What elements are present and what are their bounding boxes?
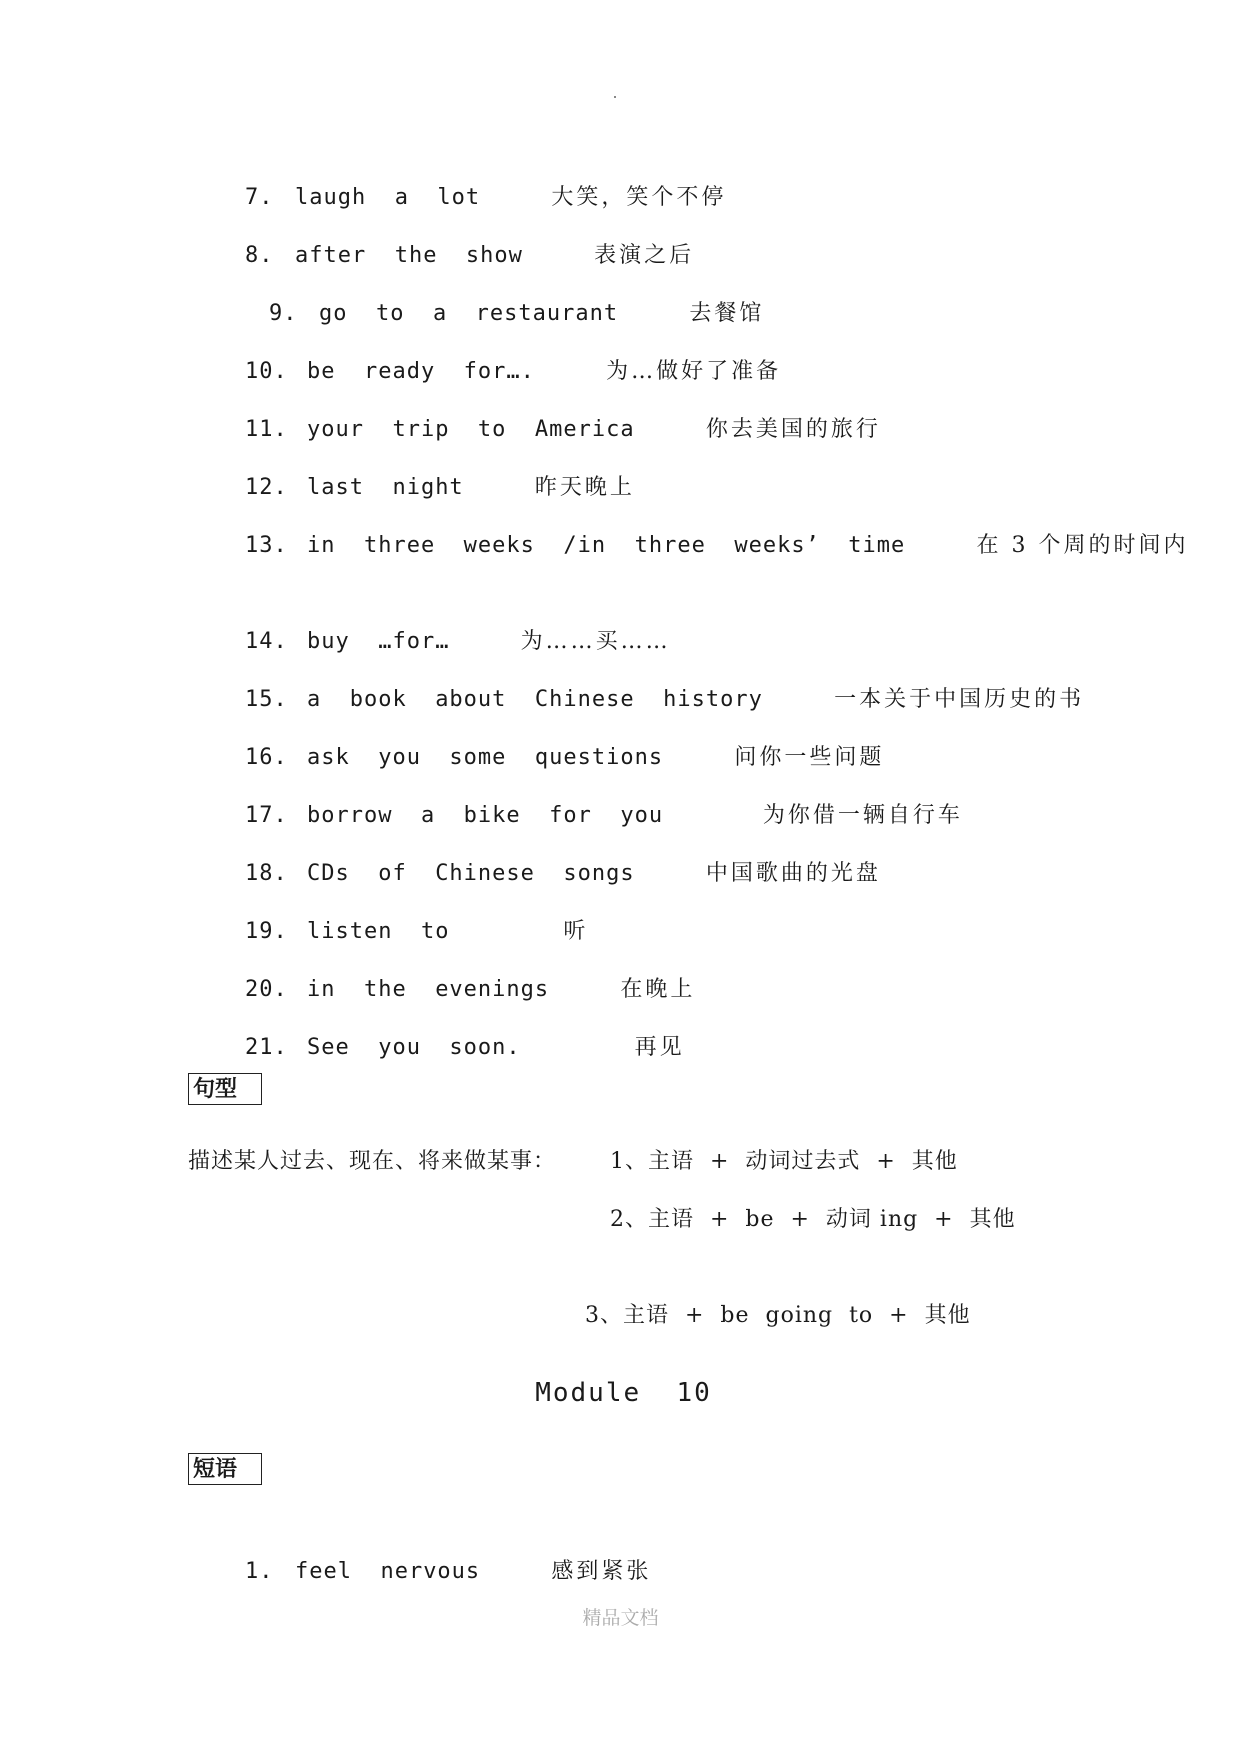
english-phrase: laugh a lot [294,185,481,210]
item-number: 12. [244,475,288,500]
item-number: 16. [244,745,288,770]
chinese-translation: 在 3 个周的时间内 [976,533,1189,558]
chinese-translation: 为你借一辆自行车 [762,803,963,828]
pattern-present: 2、主语 + be + 动词 ing + 其他 [610,1207,1016,1232]
item-number: 11. [244,417,288,442]
module-title-text: Module 10 [535,1378,712,1408]
english-phrase: CDs of Chinese songs [306,861,635,886]
item-number: 20. [244,977,288,1002]
chinese-translation: 表演之后 [594,243,695,268]
chinese-translation: 中国歌曲的光盘 [705,861,881,886]
english-phrase: a book about Chinese history [306,687,763,712]
page-marker-dot [614,96,616,98]
chinese-translation: 为……买…… [520,629,671,654]
module-title [0,1378,1241,1408]
phrase-item-21 [188,1003,685,1093]
chinese-translation: 大笑，笑个不停 [551,185,727,210]
chinese-translation: 为…做好了准备 [606,359,782,384]
item-number: 1. [244,1559,274,1584]
english-phrase: buy …for… [306,629,450,654]
english-phrase: borrow a bike for you [306,803,664,828]
item-number: 21. [244,1035,288,1060]
chinese-translation: 感到紧张 [551,1559,652,1584]
item-number: 9. [268,301,298,326]
page-footer: 精品文档 [582,1607,659,1629]
item-number: 15. [244,687,288,712]
chinese-translation: 在晚上 [620,977,696,1002]
chinese-translation: 一本关于中国历史的书 [834,687,1085,712]
english-phrase: go to a restaurant [318,301,619,326]
english-phrase: last night [306,475,464,500]
item-number: 18. [244,861,288,886]
chinese-translation: 去餐馆 [689,301,765,326]
pattern-past: 1、主语 + 动词过去式 + 其他 [610,1149,958,1174]
phrase-item-13 [188,501,1189,591]
english-phrase: ask you some questions [306,745,664,770]
section-label-phrases: 短语 [188,1453,262,1485]
english-phrase: See you soon. [306,1035,521,1060]
english-phrase: listen to [306,919,450,944]
section-label-sentence-patterns: 句型 [188,1073,262,1105]
english-phrase: be ready for…. [306,359,535,384]
chinese-translation: 你去美国的旅行 [705,417,881,442]
english-phrase: feel nervous [294,1559,481,1584]
item-number: 19. [244,919,288,944]
english-phrase: in three weeks /in three weeks’ time [306,533,906,558]
chinese-translation: 听 [563,919,589,944]
english-phrase: in the evenings [306,977,550,1002]
english-phrase: your trip to America [306,417,635,442]
item-number: 14. [244,629,288,654]
english-phrase: after the show [294,243,523,268]
chinese-translation: 再见 [634,1035,685,1060]
chinese-translation: 昨天晚上 [534,475,635,500]
sentence-intro: 描述某人过去、现在、将来做某事： [188,1149,557,1174]
item-number: 10. [244,359,288,384]
item-number: 8. [244,243,274,268]
item-number: 7. [244,185,274,210]
item-number: 17. [244,803,288,828]
pattern-future: 3、主语 + be going to + 其他 [585,1303,971,1328]
item-number: 13. [244,533,288,558]
chinese-translation: 问你一些问题 [734,745,885,770]
